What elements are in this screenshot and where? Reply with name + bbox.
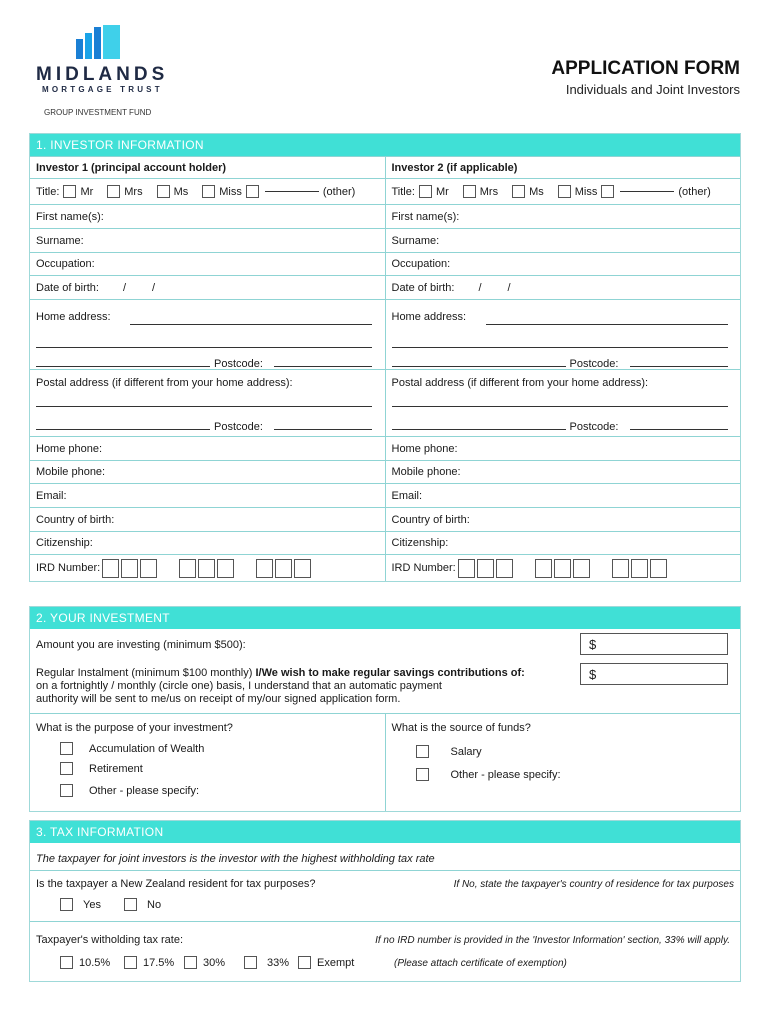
tax-rate-question: Taxpayer's witholding tax rate:	[36, 934, 184, 946]
checkbox-ms[interactable]	[512, 185, 525, 198]
other-title-field[interactable]	[620, 191, 674, 192]
dob-label: Date of birth:	[36, 281, 99, 294]
option-label: Salary	[450, 745, 482, 758]
checkbox[interactable]	[60, 898, 73, 911]
exemption-note: (Please attach certificate of exemption)	[394, 958, 567, 969]
other-title-field[interactable]	[265, 191, 319, 192]
regular-plain-text: Regular Instalment (minimum $100 monthly)	[36, 667, 256, 679]
investor1-title-row	[30, 179, 385, 204]
option-label: No	[147, 898, 162, 911]
tax-information-section	[29, 820, 741, 982]
investor2-title-row	[385, 179, 741, 204]
checkbox-miss[interactable]	[202, 185, 215, 198]
investor2-postal-address[interactable]	[385, 370, 741, 436]
option-label: 10.5%	[79, 956, 111, 969]
checkbox-mrs[interactable]	[463, 185, 476, 198]
date-separator: /	[507, 281, 511, 294]
postcode-label: Postcode:	[214, 358, 263, 370]
resident-yes[interactable]	[60, 898, 101, 911]
checkbox[interactable]	[124, 898, 137, 911]
title-label: Title:	[391, 185, 415, 198]
address-line	[392, 429, 566, 430]
checkbox[interactable]	[60, 956, 73, 969]
fund-name: GROUP INVESTMENT FUND	[44, 108, 152, 117]
home-address-label: Home address:	[391, 311, 467, 323]
ird-digit-box[interactable]	[573, 559, 590, 578]
checkbox[interactable]	[60, 762, 73, 775]
option-label: 30%	[203, 956, 226, 969]
source-question	[385, 714, 741, 811]
address-line	[36, 429, 210, 430]
investor1-home-address[interactable]	[30, 300, 385, 369]
ird-default-note: If no IRD number is provided in the 'Investor Information' section, 33% will apply.	[375, 935, 730, 946]
page-title: APPLICATION FORM	[551, 58, 740, 79]
option-label: Other - please specify:	[450, 768, 561, 781]
date-separator: /	[478, 281, 482, 294]
checkbox[interactable]	[184, 956, 197, 969]
investor1-dob-field[interactable]	[30, 276, 385, 299]
ird-digit-box[interactable]	[179, 559, 196, 578]
address-line	[392, 406, 728, 407]
ird-digit-box[interactable]	[535, 559, 552, 578]
residence-note: If No, state the taxpayer's country of residence for tax purposes	[453, 879, 734, 890]
section-heading: 2. YOUR INVESTMENT	[30, 607, 740, 629]
address-line	[392, 366, 566, 367]
investor2-occupation-field[interactable]: Occupation:	[385, 253, 741, 275]
purpose-option-wealth[interactable]	[60, 742, 204, 755]
postcode-field[interactable]	[630, 429, 728, 430]
ird-digit-box[interactable]	[554, 559, 571, 578]
option-label: Mrs	[124, 185, 143, 198]
date-separator: /	[152, 281, 156, 294]
investor2-surname-field[interactable]: Surname:	[385, 229, 741, 252]
tax-rate-exempt[interactable]	[298, 956, 354, 969]
date-separator: /	[122, 281, 127, 294]
amount-label: Amount you are investing (minimum $500):	[36, 639, 246, 651]
investor1-first-names-field[interactable]: First name(s):	[36, 210, 104, 223]
checkbox[interactable]	[416, 745, 429, 758]
brand-name: MIDLANDS	[36, 64, 169, 85]
resident-no[interactable]	[124, 898, 161, 911]
address-line	[392, 347, 728, 348]
building-bars-icon	[76, 25, 122, 59]
address-line	[130, 324, 372, 325]
checkbox-other[interactable]	[601, 185, 614, 198]
option-label: Other - please specify:	[89, 784, 200, 797]
amount-input[interactable]	[580, 633, 728, 655]
purpose-question	[30, 714, 385, 811]
tax-rate-30[interactable]	[184, 956, 225, 969]
investor2-email-field[interactable]: Email:	[385, 484, 741, 507]
checkbox[interactable]	[60, 742, 73, 755]
tax-rate-10-5[interactable]	[60, 956, 110, 969]
option-label: Mr	[435, 185, 449, 198]
address-line	[36, 366, 210, 367]
regular-instalment-text	[36, 667, 525, 706]
option-label: Ms	[529, 185, 544, 198]
ird-digit-box[interactable]	[256, 559, 273, 578]
investor2-ird-row	[385, 555, 741, 581]
ird-label: IRD Number:	[36, 562, 101, 574]
ird-digit-box[interactable]	[631, 559, 648, 578]
option-label: (other)	[322, 185, 356, 198]
source-option-salary[interactable]	[416, 745, 482, 758]
option-label: Retirement	[89, 762, 143, 775]
postcode-field[interactable]	[274, 366, 372, 367]
investor2-mobile-phone-field[interactable]: Mobile phone:	[385, 461, 741, 483]
postal-address-label: Postal address (if different from your home address):	[391, 377, 649, 389]
option-label: Mrs	[479, 185, 499, 198]
option-label: Ms	[173, 185, 189, 198]
ird-digit-box[interactable]	[102, 559, 119, 578]
investor1-surname-field[interactable]: Surname:	[36, 234, 84, 247]
option-label: 17.5%	[143, 956, 175, 969]
investor1-country-of-birth-field[interactable]: Country of birth:	[36, 513, 115, 526]
dollar-sign: $	[589, 637, 597, 652]
section-heading: 1. INVESTOR INFORMATION	[30, 134, 740, 156]
tax-rate-17-5[interactable]	[124, 956, 174, 969]
page-subtitle: Individuals and Joint Investors	[565, 82, 740, 97]
purpose-option-retirement[interactable]	[60, 762, 143, 775]
checkbox-miss[interactable]	[558, 185, 571, 198]
investor2-citizenship-field[interactable]: Citizenship:	[385, 532, 741, 554]
investor2-heading: Investor 2 (if applicable)	[385, 157, 741, 178]
checkbox-ms[interactable]	[157, 185, 170, 198]
checkbox-mr[interactable]	[419, 185, 432, 198]
ird-digit-box[interactable]	[612, 559, 629, 578]
postcode-label: Postcode:	[569, 358, 619, 370]
investor1-citizenship-field[interactable]: Citizenship:	[36, 537, 93, 549]
tax-rate-33[interactable]	[244, 956, 289, 969]
option-label: Accumulation of Wealth	[89, 742, 205, 755]
investor2-first-names-field[interactable]: First name(s):	[385, 205, 741, 228]
dob-label: Date of birth:	[391, 281, 455, 294]
title-label: Title:	[36, 185, 60, 198]
home-address-label: Home address:	[36, 311, 111, 323]
option-label: Mr	[80, 185, 94, 198]
postcode-field[interactable]	[274, 429, 372, 430]
ird-digit-box[interactable]	[121, 559, 138, 578]
section-heading: 3. TAX INFORMATION	[30, 821, 740, 843]
ird-digit-box[interactable]	[458, 559, 475, 578]
option-label: Yes	[83, 898, 101, 911]
checkbox-mr[interactable]	[63, 185, 76, 198]
regular-instalment-input[interactable]	[580, 663, 728, 685]
purpose-label: What is the purpose of your investment?	[36, 722, 233, 734]
investor1-home-phone-field[interactable]: Home phone:	[36, 442, 103, 455]
checkbox[interactable]	[124, 956, 137, 969]
checkbox[interactable]	[60, 784, 73, 797]
investor-information-section	[29, 133, 741, 582]
ird-digit-box[interactable]	[140, 559, 157, 578]
resident-question: Is the taxpayer a New Zealand resident for tax purposes?	[36, 878, 316, 890]
ird-digit-box[interactable]	[275, 559, 292, 578]
postcode-field[interactable]	[630, 366, 728, 367]
source-label: What is the source of funds?	[391, 722, 531, 734]
option-label: 33%	[267, 956, 290, 969]
postcode-label: Postcode:	[569, 421, 619, 433]
investor2-dob-field[interactable]	[385, 276, 741, 299]
joint-taxpayer-note: The taxpayer for joint investors is the investor with the highest withholding tax rate	[36, 853, 435, 865]
option-label: (other)	[678, 185, 711, 198]
your-investment-section	[29, 606, 741, 812]
investor1-ird-row	[30, 555, 385, 581]
investor1-email-field[interactable]: Email:	[36, 489, 67, 502]
checkbox[interactable]	[298, 956, 311, 969]
regular-line: on a fortnightly / monthly (circle one) basis, I understand that an automatic payment	[36, 680, 442, 692]
postcode-label: Postcode:	[214, 421, 263, 433]
investor1-postal-address[interactable]	[30, 370, 385, 436]
purpose-option-other[interactable]	[60, 784, 199, 797]
regular-line: authority will be sent to me/us on receipt of my/our signed application form.	[36, 693, 401, 705]
investor2-home-address[interactable]	[385, 300, 741, 369]
address-line	[36, 406, 372, 407]
ird-label: IRD Number:	[391, 562, 456, 574]
checkbox-mrs[interactable]	[107, 185, 120, 198]
address-line	[486, 324, 728, 325]
option-label: Miss	[219, 185, 242, 198]
ird-digit-box[interactable]	[217, 559, 234, 578]
ird-digit-box[interactable]	[650, 559, 667, 578]
checkbox-other[interactable]	[246, 185, 259, 198]
investor1-heading: Investor 1 (principal account holder)	[36, 161, 227, 174]
ird-digit-box[interactable]	[496, 559, 513, 578]
option-label: Miss	[574, 185, 598, 198]
dollar-sign: $	[589, 667, 597, 682]
investor1-occupation-field[interactable]: Occupation:	[36, 258, 95, 270]
brand-subtitle: MORTGAGE TRUST	[42, 85, 163, 94]
investor1-mobile-phone-field[interactable]: Mobile phone:	[36, 466, 106, 478]
address-line	[36, 347, 372, 348]
ird-digit-box[interactable]	[198, 559, 215, 578]
investor2-home-phone-field[interactable]: Home phone:	[385, 437, 741, 460]
regular-bold-text: I/We wish to make regular savings contributions of:	[255, 667, 525, 679]
postal-address-label: Postal address (if different from your home address):	[36, 377, 293, 389]
checkbox[interactable]	[416, 768, 429, 781]
ird-digit-box[interactable]	[294, 559, 311, 578]
checkbox[interactable]	[244, 956, 257, 969]
source-option-other[interactable]	[416, 768, 561, 781]
ird-digit-box[interactable]	[477, 559, 494, 578]
option-label: Exempt	[317, 956, 355, 969]
investor2-country-of-birth-field[interactable]: Country of birth:	[385, 508, 741, 531]
